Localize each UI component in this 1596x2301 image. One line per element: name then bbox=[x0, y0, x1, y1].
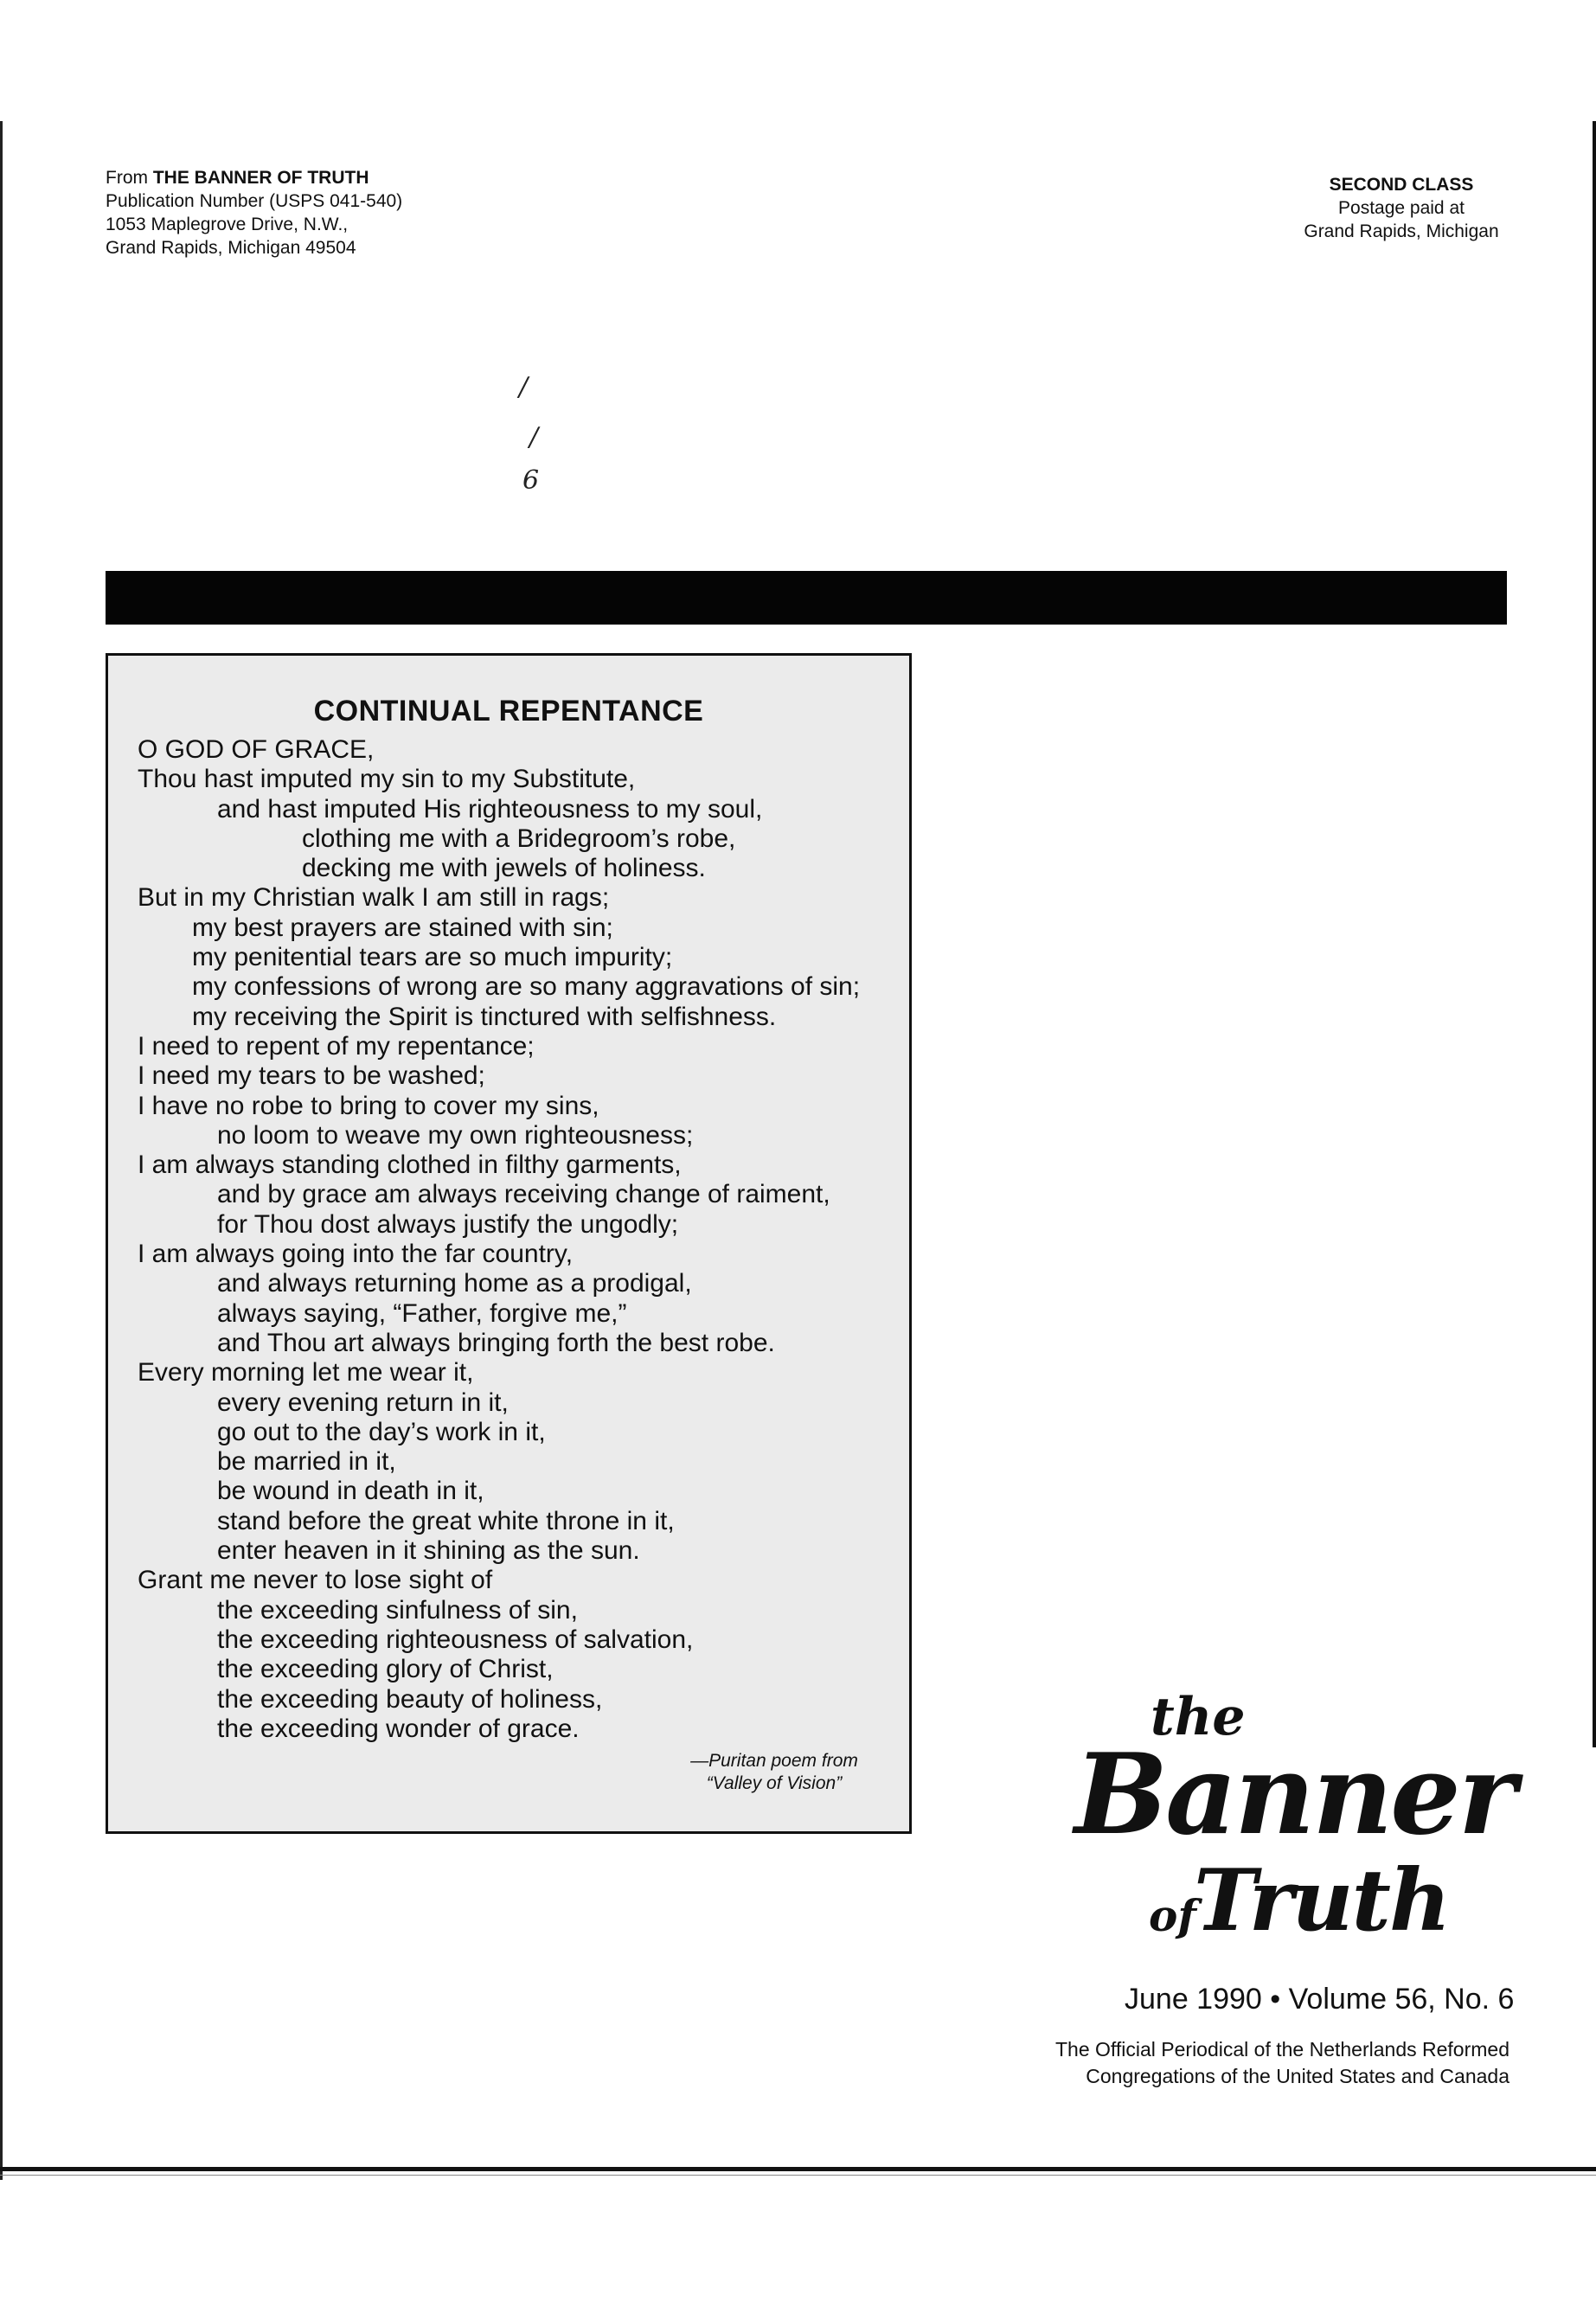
poem-line: no loom to weave my own righteousness; bbox=[217, 1120, 694, 1150]
poem-line: the exceeding glory of Christ, bbox=[217, 1655, 554, 1684]
poem-line: I am always going into the far country, bbox=[138, 1240, 574, 1269]
poem-line: the exceeding wonder of grace. bbox=[217, 1714, 580, 1743]
poem-credit-line: —Puritan poem from bbox=[690, 1751, 858, 1771]
bottom-rule-thin bbox=[0, 2175, 1596, 2176]
postage-line: Postage paid at bbox=[1338, 198, 1465, 218]
poem-box bbox=[106, 653, 912, 1834]
issue-info: June 1990 • Volume 56, No. 6 bbox=[1125, 1983, 1515, 2016]
masthead-of: of bbox=[1149, 1890, 1196, 1941]
poem-line: I am always standing clothed in filthy garments, bbox=[138, 1150, 682, 1180]
postage-line: Grand Rapids, Michigan bbox=[1304, 221, 1499, 241]
scan-left-edge bbox=[0, 121, 3, 2180]
poem-line: the exceeding righteousness of salvation, bbox=[217, 1625, 694, 1654]
masthead-truth: Truth bbox=[1194, 1851, 1450, 1951]
poem-line: the exceeding sinfulness of sin, bbox=[217, 1595, 578, 1625]
scan-top-margin bbox=[0, 0, 1596, 121]
poem-credit-line: “Valley of Vision” bbox=[706, 1773, 843, 1793]
poem-line: clothing me with a Bridegroom’s robe, bbox=[302, 824, 736, 853]
poem-line: I need my tears to be washed; bbox=[138, 1061, 485, 1091]
poem-line: decking me with jewels of holiness. bbox=[302, 854, 706, 883]
poem-line: go out to the day’s work in it, bbox=[217, 1417, 546, 1446]
poem-credit bbox=[644, 1750, 904, 1795]
poem-line: Thou hast imputed my sin to my Substitute, bbox=[138, 765, 636, 794]
return-address-line: Grand Rapids, Michigan 49504 bbox=[106, 238, 356, 258]
poem-line: Every morning let me wear it, bbox=[138, 1358, 474, 1388]
poem-line: for Thou dost always justify the ungodly; bbox=[217, 1209, 679, 1239]
poem-line: enter heaven in it shining as the sun. bbox=[217, 1536, 640, 1566]
poem-line: O GOD OF GRACE, bbox=[138, 735, 375, 764]
poem-title: CONTINUAL REPENTANCE bbox=[313, 695, 704, 727]
poem-line: my confessions of wrong are so many aggravations of sin; bbox=[192, 972, 861, 1002]
poem-line: my best prayers are stained with sin; bbox=[192, 913, 613, 942]
address-label-bar bbox=[106, 571, 1507, 625]
handwritten-mark: 6 bbox=[522, 465, 540, 496]
official-line: Congregations of the United States and Canada bbox=[1086, 2065, 1509, 2087]
poem-line: stand before the great white throne in it, bbox=[217, 1506, 675, 1535]
handwritten-mark: / bbox=[519, 372, 529, 402]
poem-line: my receiving the Spirit is tinctured with selfishness. bbox=[192, 1002, 777, 1031]
official-periodical-note bbox=[952, 2036, 1509, 2090]
return-address bbox=[106, 166, 402, 260]
handwritten-mark: / bbox=[529, 422, 539, 452]
publisher-name: THE BANNER OF TRUTH bbox=[152, 168, 369, 188]
poem-line: and Thou art always bringing forth the best robe. bbox=[217, 1328, 775, 1357]
masthead-banner: Banner bbox=[1074, 1730, 1515, 1860]
postage-indicia bbox=[1280, 173, 1522, 243]
poem-line: I need to repent of my repentance; bbox=[138, 1031, 535, 1061]
poem-line: be married in it, bbox=[217, 1447, 396, 1477]
poem-line: always saying, “Father, forgive me,” bbox=[217, 1298, 627, 1328]
poem-line: every evening return in it, bbox=[217, 1388, 509, 1417]
postage-class: SECOND CLASS bbox=[1329, 175, 1474, 195]
from-prefix: From bbox=[106, 168, 153, 188]
return-address-line: 1053 Maplegrove Drive, N.W., bbox=[106, 215, 349, 234]
poem-line: the exceeding beauty of holiness, bbox=[217, 1684, 603, 1714]
official-line: The Official Periodical of the Netherlands Reformed bbox=[1054, 2038, 1509, 2061]
return-address-from-line bbox=[106, 166, 402, 189]
poem-line: and by grace am always receiving change of raiment, bbox=[217, 1180, 830, 1209]
poem-line: Grant me never to lose sight of bbox=[138, 1566, 493, 1595]
poem-line: and always returning home as a prodigal, bbox=[217, 1269, 692, 1298]
return-address-line: Publication Number (USPS 041-540) bbox=[106, 191, 403, 211]
poem-line: I have no robe to bring to cover my sins, bbox=[138, 1091, 599, 1120]
poem-body bbox=[138, 735, 899, 1744]
poem-line: be wound in death in it, bbox=[217, 1477, 484, 1506]
poem-line: my penitential tears are so much impurity; bbox=[192, 943, 673, 972]
masthead-the: the bbox=[1151, 1687, 1246, 1747]
bottom-rule bbox=[0, 2167, 1596, 2171]
poem-line: and hast imputed His righteousness to my soul, bbox=[217, 794, 763, 824]
poem-line: But in my Christian walk I am still in rags; bbox=[138, 883, 610, 913]
masthead-logo bbox=[1064, 1687, 1515, 1972]
scan-right-edge bbox=[1593, 121, 1596, 1747]
